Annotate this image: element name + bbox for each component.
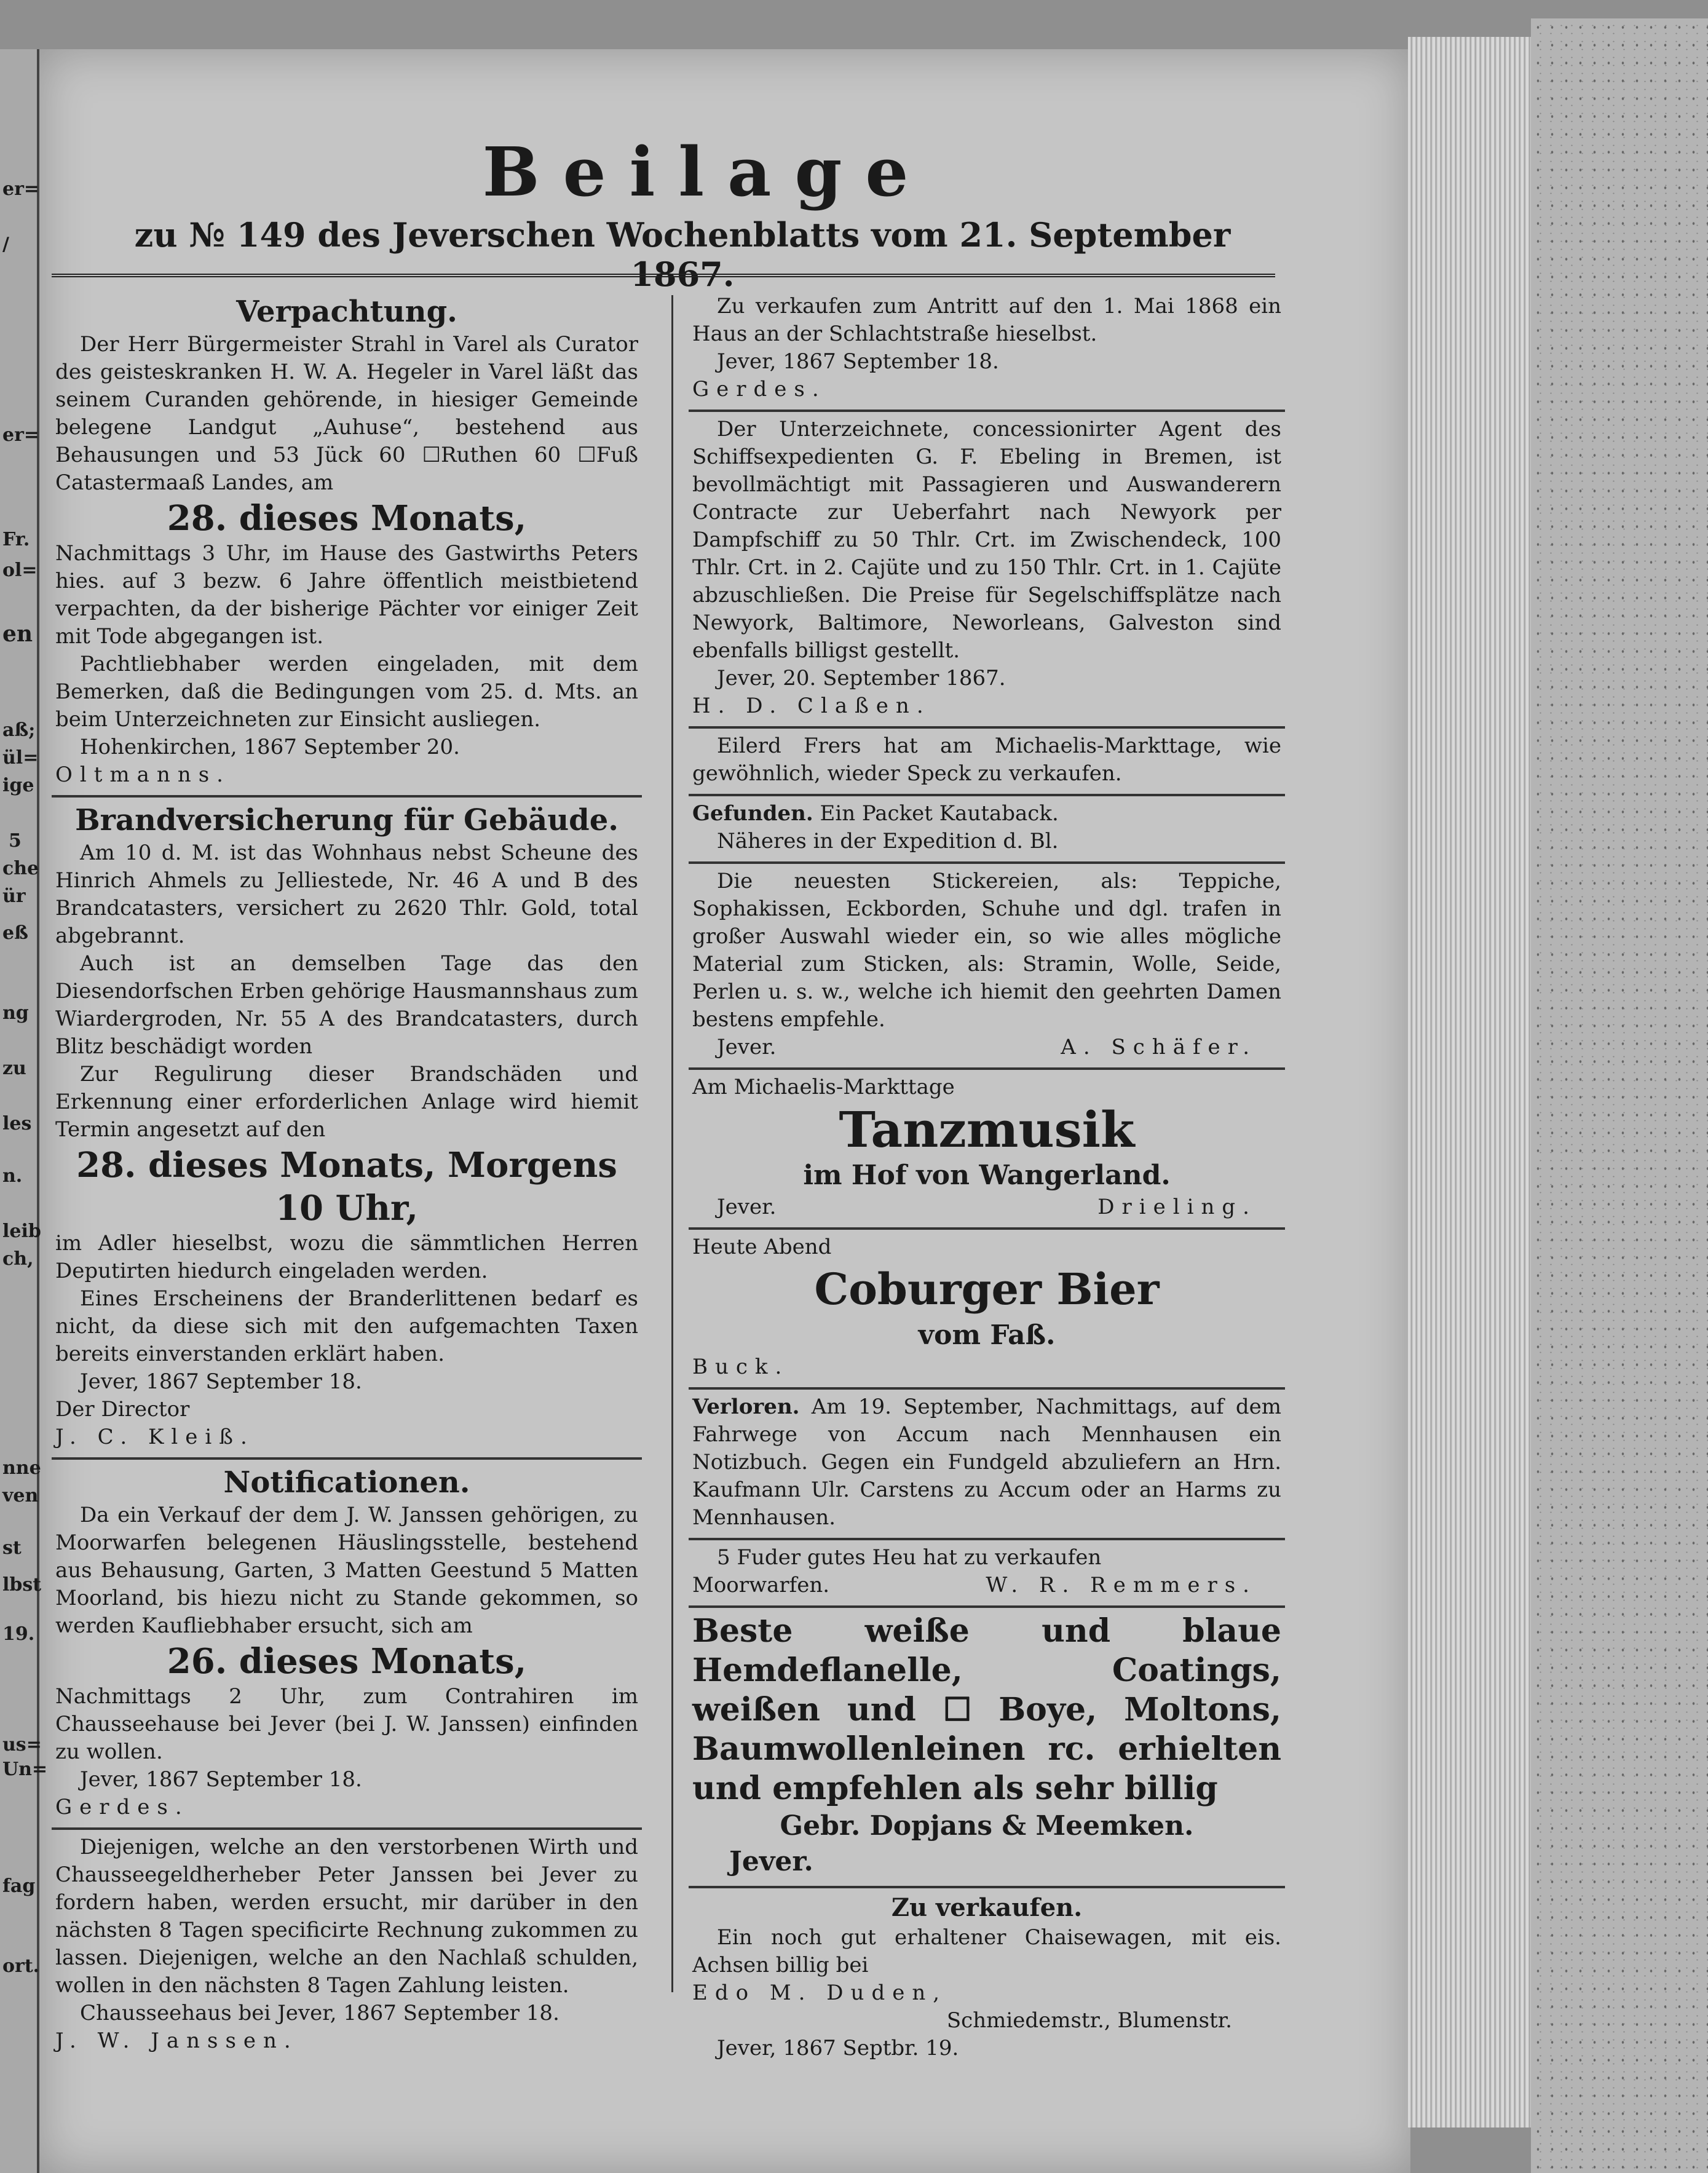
margin-fragment: ige — [2, 775, 34, 796]
ad-headline: Tanzmusik — [839, 1101, 1135, 1158]
book-cover — [1531, 18, 1708, 2173]
ad-notificationen — [52, 1460, 642, 1830]
ad-intro: Am Michaelis-Markttage — [692, 1075, 955, 1099]
ad-signature: J. C. Kleiß. — [55, 1425, 255, 1449]
ad-chaisewagen — [689, 1888, 1285, 2068]
ad-place-date: Jever, 1867 September 18. — [80, 1369, 362, 1394]
ad-text: im Adler hieselbst, wozu die sämmtlichen Herren Deputirten hiedurch eingeladen werden. — [55, 1231, 638, 1283]
ad-heading: Zu verkaufen. — [891, 1893, 1083, 1922]
margin-fragment: zu — [2, 1058, 26, 1079]
ad-text: Am 10 d. M. ist das Wohnhaus nebst Scheune des Hinrich Ahmels zu Jelliestede, Nr. 46 A und B des Brandcatasters, versichert zu 2620 Thlr. Gold, total abgebrannt. — [55, 841, 638, 948]
margin-fragment: leib — [2, 1221, 41, 1242]
margin-fragment: er= — [2, 424, 40, 446]
page-title: Beilage — [482, 132, 932, 212]
margin-fragment: ort. — [2, 1955, 40, 1977]
ad-gefunden — [689, 796, 1285, 864]
ad-text: Der Unterzeichnete, concessionirter Agent des Schiffsexpedienten G. F. Ebeling in Bremen, ist bevollmächtigt mit Passagieren und Auswanderern Contracte zur Ueberfahrt nach Newyork per Dampfschiff zu 50 Thlr. Crt. im Zwischendeck, 100 Thlr. Crt. in 2. Cajüte und zu 150 Thlr. Crt. in 1. Cajüte abzuschließen. Die Preise für Segelschiffsplätze nach Newyork, Baltimore, Neworleans, Galveston sind ebenfalls billigst gestellt. — [692, 417, 1281, 663]
ad-text: Diejenigen, welche an den verstorbenen Wirth und Chausseegeldherheber Peter Janssen bei Jever zu fordern haben, werden ersucht, mir darüber in den nächsten 8 Tagen specificirte Rechnung zukommen zu lassen. Diejenigen, welche an den Nachlaß schulden, wollen in den nächsten 8 Tagen Zahlung leisten. — [55, 1835, 638, 1998]
margin-fragment: che — [2, 858, 39, 879]
ad-text: Näheres in der Expedition d. Bl. — [717, 829, 1059, 853]
ad-text: Pachtliebhaber werden eingeladen, mit dem Bemerken, daß die Bedingungen vom 25. d. Mts. an beim Unterzeichneten zur Einsicht ausliegen. — [55, 652, 638, 732]
ad-text: Da ein Verkauf der dem J. W. Janssen gehörigen, zu Moorwarfen belegenen Häuslingsstelle, bestehend aus Behausung, Garten, 3 Matten Geestund 5 Matten Moorland, bis hiezu nicht zu Stande gekommen, so werden Kaufliebhaber ersucht, sich am — [55, 1503, 638, 1638]
ad-speck — [689, 729, 1285, 796]
ad-place-date: Jever, 1867 September 18. — [717, 349, 999, 374]
ad-coburger-bier — [689, 1230, 1285, 1390]
ad-text: Ein noch gut erhaltener Chaisewagen, mit eis. Achsen billig bei — [692, 1925, 1281, 1977]
margin-fragment: ül= — [2, 747, 39, 769]
page-subtitle: zu № 149 des Jeverschen Wochenblatts vom 21. September 1867. — [134, 215, 1231, 294]
margin-fragment: fag — [2, 1875, 36, 1897]
ad-heu — [689, 1540, 1285, 1608]
ad-text: Ein Packet Kautaback. — [820, 801, 1059, 826]
margin-fragment: les — [2, 1113, 32, 1134]
margin-fragment: st — [2, 1537, 22, 1559]
ad-signature: W. R. Remmers. — [986, 1573, 1257, 1597]
right-column — [689, 289, 1285, 2068]
ad-date: 28. dieses Monats, Morgens 10 Uhr, — [76, 1145, 617, 1229]
ad-brandversicherung — [52, 798, 642, 1460]
column-divider — [671, 295, 673, 1992]
ad-signature: Edo M. Duden, — [692, 1981, 947, 2005]
ad-text: Eines Erscheinens der Branderlittenen bedarf es nicht, da diese sich mit den aufgemachten Taxen bereits einverstanden erklärt haben. — [55, 1286, 638, 1366]
ad-place-date: Jever. — [717, 1035, 777, 1059]
ad-text: Zu verkaufen zum Antritt auf den 1. Mai 1868 ein Haus an der Schlachtstraße hieselbst. — [692, 294, 1281, 346]
ad-text: Die neuesten Stickereien, als: Teppiche, Sophakissen, Eckborden, Schuhe und dgl. trafen in großer Auswahl wieder ein, so wie alles mögliche Material zum Sticken, als: Stramin, Wolle, Seide, Perlen u. s. w., welche ich hiemit den geehrten Damen bestens empfehle. — [692, 869, 1281, 1032]
ad-text: Am 19. September, Nachmittags, auf dem Fahrwege von Accum nach Mennhausen ein Notizbuch. Gegen ein Fundgeld abzuliefern an Hrn. Kaufmann Ulr. Carstens zu Accum oder an Harms zu Mennhausen. — [692, 1395, 1281, 1530]
ad-heading: Brandversicherung für Gebäude. — [75, 803, 619, 837]
ad-place-date: Moorwarfen. — [692, 1573, 830, 1597]
ad-text: Auch ist an demselben Tage das den Diesendorfschen Erben gehörige Hausmannshaus zum Wiardergroden, Nr. 55 A des Brandcatasters, durch Blitz beschädigt worden — [55, 951, 638, 1059]
ad-signature: Drieling. — [1097, 1195, 1257, 1219]
ad-haus-verkauf — [689, 289, 1285, 412]
ad-signature: J. W. Janssen. — [55, 2029, 298, 2053]
margin-fragment: Un= — [2, 1759, 48, 1780]
ad-place-date: Jever. — [729, 1846, 813, 1877]
ad-subline: vom Faß. — [918, 1320, 1056, 1351]
ad-text: Nachmittags 3 Uhr, im Hause des Gastwirths Peters hies. auf 3 bezw. 6 Jahre öffentlich meistbietend verpachten, da der bisherige Pächter vor einiger Zeit mit Tode abgegangen ist. — [55, 541, 638, 649]
ad-tanzmusik — [689, 1070, 1285, 1230]
ad-date: 26. dieses Monats, — [167, 1641, 527, 1682]
margin-fragment: us= — [2, 1734, 42, 1755]
margin-fragment: n. — [2, 1165, 23, 1187]
ad-signature: A. Schäfer. — [1061, 1035, 1257, 1059]
margin-fragment: en — [2, 621, 33, 647]
ad-lead: Gefunden. — [692, 801, 813, 826]
ad-address: Schmiedemstr., Blumenstr. — [946, 2008, 1232, 2033]
ad-signature: Buck. — [692, 1355, 789, 1379]
margin-fragment: ol= — [2, 560, 38, 581]
margin-fragment: eß — [2, 922, 28, 944]
margin-fragment: ch, — [2, 1248, 34, 1270]
ad-place-date: Jever, 20. September 1867. — [717, 666, 1006, 691]
ad-date: 28. dieses Monats, — [167, 498, 527, 539]
margin-fragment: Fr. — [2, 529, 30, 550]
margin-fragment: lbst — [2, 1574, 42, 1596]
ad-text: 5 Fuder gutes Heu hat zu verkaufen — [717, 1545, 1102, 1570]
ad-intro: Heute Abend — [692, 1235, 832, 1259]
ad-signature: H. D. Claßen. — [692, 694, 931, 718]
left-column — [52, 289, 642, 2061]
ad-place-date: Jever, 1867 Septbr. 19. — [717, 2036, 959, 2060]
ad-place-date: Jever. — [717, 1195, 777, 1219]
ad-text: Zur Regulirung dieser Brandschäden und Erkennung einer erforderlichen Anlage wird hiemit Termin angesetzt auf den — [55, 1062, 638, 1142]
ad-role: Der Director — [55, 1397, 190, 1422]
ad-signature: Gerdes. — [55, 1795, 189, 1819]
margin-fragment: ür — [2, 885, 26, 907]
ad-lead: Verloren. — [692, 1395, 800, 1419]
ad-signature: Gerdes. — [692, 377, 826, 402]
ad-stickereien — [689, 864, 1285, 1070]
header-rule — [52, 274, 1275, 277]
ad-text: Nachmittags 2 Uhr, zum Contrahiren im Chausseehause bei Jever (bei J. W. Janssen) einfinden zu wollen. — [55, 1684, 638, 1764]
ad-headline: Coburger Bier — [814, 1264, 1160, 1315]
margin-fragment: 19. — [2, 1623, 35, 1645]
ad-heading: Notificationen. — [223, 1465, 470, 1500]
margin-fragment: 5 — [9, 830, 22, 852]
previous-page-edge — [0, 49, 42, 2173]
margin-fragment: er= — [2, 178, 40, 200]
ad-verloren — [689, 1390, 1285, 1540]
margin-fragment: ng — [2, 1002, 29, 1024]
ad-signature: Oltmanns. — [55, 762, 231, 787]
margin-fragment: nne — [2, 1457, 41, 1479]
ad-verpachtung — [52, 289, 642, 798]
ad-text: Eilerd Frers hat am Michaelis-Markttage, wie gewöhnlich, wieder Speck zu verkaufen. — [692, 734, 1281, 786]
ad-place-date: Chausseehaus bei Jever, 1867 September 18. — [80, 2001, 559, 2025]
ad-janssen — [52, 1830, 642, 2061]
ad-firm: Gebr. Dopjans & Meemken. — [780, 1810, 1194, 1842]
margin-fragment: ven — [2, 1485, 39, 1506]
ad-place-date: Jever, 1867 September 18. — [80, 1767, 362, 1792]
margin-fragment: / — [2, 234, 9, 255]
ad-heading: Verpachtung. — [236, 295, 457, 329]
ad-hemdeflanelle — [689, 1608, 1285, 1888]
ad-text: Beste weiße und blaue Hemdeflanelle, Coatings, weißen und ☐ Boye, Moltons, Baumwollenleinen rc. erhielten und empfehlen als sehr billig — [692, 1612, 1281, 1807]
ad-place-date: Hohenkirchen, 1867 September 20. — [80, 735, 460, 759]
ad-subline: im Hof von Wangerland. — [803, 1160, 1171, 1191]
margin-fragment: aß; — [2, 719, 36, 741]
ad-text: Der Herr Bürgermeister Strahl in Varel als Curator des geisteskranken H. W. A. Hegeler in Varel läßt das seinem Curanden gehörende, in hiesiger Gemeinde belegene Landgut „Auhuse“, bestehend aus Behausungen und 53 Jück 60 ☐Ruthen 60 ☐Fuß Catastermaaß Landes, am — [55, 332, 638, 495]
page-stack-edge — [1408, 37, 1531, 2127]
ad-auswanderer — [689, 412, 1285, 729]
